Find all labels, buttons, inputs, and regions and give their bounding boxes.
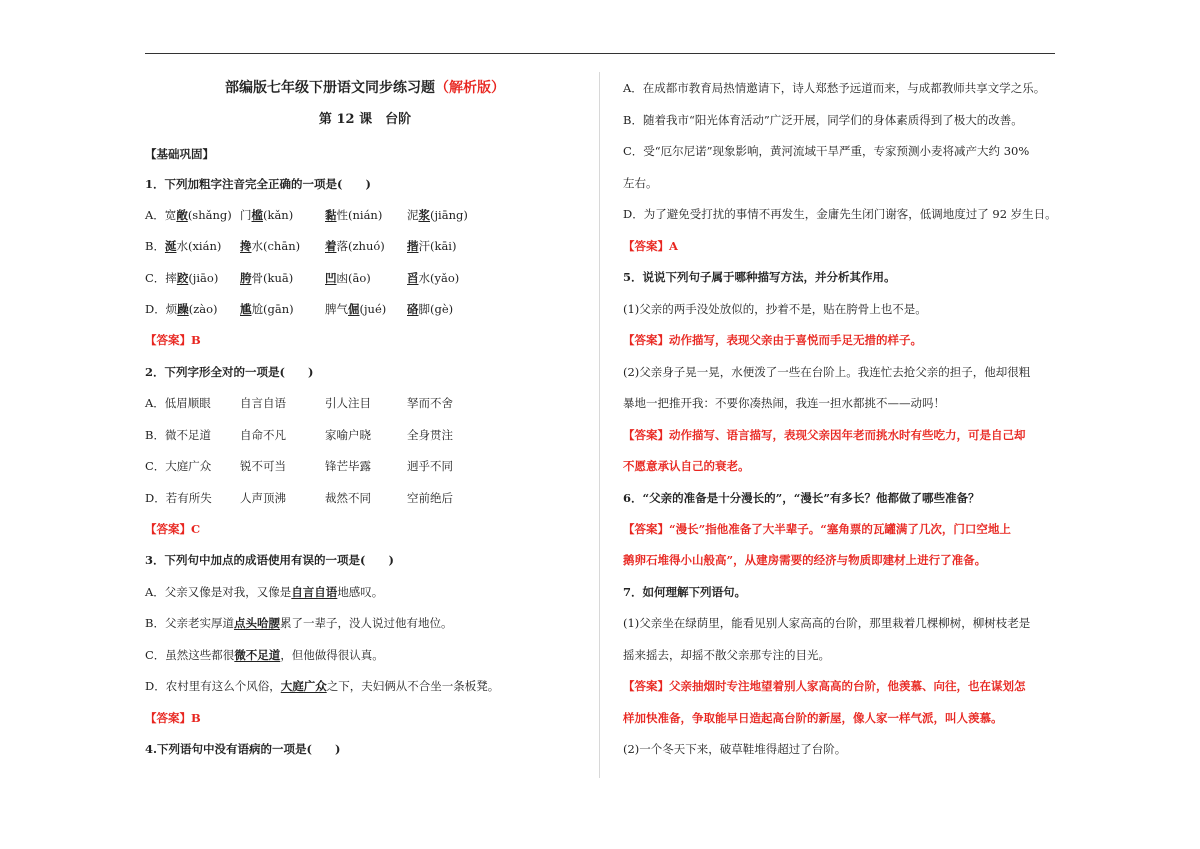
pinyin-text: 落(zhuó) [336, 239, 385, 253]
q7-stem: 7．如何理解下列语句。 [623, 585, 747, 599]
emphasized-char: 胯 [240, 271, 252, 285]
option-text: D．烦 [145, 302, 178, 316]
pinyin-text: 性(nián) [336, 208, 383, 222]
emphasized-idiom: 大庭广众 [280, 679, 327, 693]
emphasized-char: 浆 [418, 208, 430, 222]
q6-answer-line1: 【答案】“漫长”指他准备了大半辈子。“塞角票的瓦罐满了几次，门口空地上 [623, 522, 1011, 536]
pinyin-text: (jiāo) [188, 271, 219, 285]
pinyin-text: (jiāng) [430, 208, 468, 222]
emphasized-char: 黏 [325, 208, 337, 222]
q1-option-c-3 [325, 270, 371, 286]
q3-stem: 3．下列句中加点的成语使用有误的一项是( ) [145, 553, 394, 567]
q5-answer2-line2: 不愿意承认自己的衰老。 [623, 459, 750, 473]
option-text: C．虽然这些都很 [145, 648, 235, 662]
title-tag: （解析版） [435, 80, 505, 96]
emphasized-char: 硌 [407, 302, 419, 316]
column-divider [599, 72, 600, 778]
q2-option-b-4: 全身贯注 [407, 428, 453, 442]
q4-option-d: D．为了避免受打扰的事情不再发生，金庸先生闭门谢客，低调地度过了 92 岁生日。 [623, 207, 1057, 221]
q3-answer: 【答案】B [145, 711, 201, 725]
option-text: A．宽 [145, 208, 177, 222]
emphasized-idiom: 自言自语 [291, 585, 338, 599]
top-rule [145, 53, 1055, 54]
pinyin-text: 凼(āo) [336, 271, 371, 285]
q1-option-b-1 [145, 238, 221, 254]
pinyin-text: 水(yǎo) [418, 271, 460, 285]
q3-option-d [145, 678, 499, 694]
emphasized-char: 敞 [176, 208, 188, 222]
q1-stem: 1．下列加粗字注音完全正确的一项是( ) [145, 177, 371, 191]
q2-option-d-1: D．若有所失 [145, 491, 212, 505]
emphasized-char: 涎 [164, 239, 177, 253]
q2-option-b-3: 家喻户晓 [325, 428, 371, 442]
emphasized-char: 槛 [251, 208, 263, 222]
q1-option-b-2 [240, 238, 300, 254]
q2-option-d-2: 人声顶沸 [240, 491, 286, 505]
q7-answer1-line2: 样加快准备，争取能早日造起高台阶的新屋，像人家一样气派，叫人羡慕。 [623, 711, 1003, 725]
option-text: 泥 [407, 208, 419, 222]
emphasized-char: 凹 [325, 271, 337, 285]
q1-answer: 【答案】B [145, 333, 201, 347]
emphasized-char: 躁 [177, 302, 189, 316]
q2-option-c-4: 迥乎不同 [407, 459, 453, 473]
emphasized-idiom: 微不足道 [234, 648, 281, 662]
pinyin-text: 水(xián) [176, 239, 222, 253]
q2-option-b-2: 自命不凡 [240, 428, 286, 442]
q1-option-a-2 [240, 207, 293, 223]
q7-part1-line1: (1)父亲坐在绿荫里，能看见别人家高高的台阶，那里栽着几棵柳树，柳树枝老是 [623, 616, 1031, 630]
option-text: ，但他做得很认真。 [280, 648, 384, 662]
q5-part2-line2: 暴地一把推开我：不要你凑热闹，我连一担水都挑不——动吗！ [623, 396, 945, 410]
q1-option-c-2 [240, 270, 293, 286]
q2-option-c-1: C．大庭广众 [145, 459, 212, 473]
option-text: 脾气 [325, 302, 348, 316]
q5-answer2-line1: 【答案】动作描写、语言描写，表现父亲因年老而挑水时有些吃力，可是自己却 [623, 428, 1026, 442]
page-title [145, 80, 585, 96]
q5-stem: 5．说说下列句子属于哪种描写方法，并分析其作用。 [623, 270, 896, 284]
q2-option-c-2: 锐不可当 [240, 459, 286, 473]
q1-option-a-1 [145, 207, 232, 223]
emphasized-char: 搀 [240, 239, 252, 253]
q1-option-a-3 [325, 207, 382, 223]
pinyin-text: 脚(gè) [418, 302, 454, 316]
q1-option-d-3 [325, 301, 386, 317]
pinyin-text: 骨(kuā) [251, 271, 294, 285]
q2-stem: 2．下列字形全对的一项是( ) [145, 365, 314, 379]
q3-option-a [145, 584, 383, 600]
q4-option-a: A．在成都市教育局热情邀请下，诗人郑愁予远道而来，与成都教师共享文学之乐。 [623, 81, 1046, 95]
emphasized-char: 着 [325, 239, 337, 253]
pinyin-text: (zào) [188, 302, 218, 316]
q2-option-d-4: 空前绝后 [407, 491, 453, 505]
pinyin-text: (kǎn) [263, 208, 294, 222]
q2-option-d-3: 裁然不同 [325, 491, 371, 505]
q7-part1-line2: 摇来摇去，却摇不散父亲那专注的目光。 [623, 648, 830, 662]
option-text: D．农村里有这么个风俗， [145, 679, 281, 693]
emphasized-char: 跤 [176, 271, 189, 285]
option-text: 门 [240, 208, 252, 222]
q2-option-a-4: 孥而不舍 [407, 396, 453, 410]
q3-option-c [145, 647, 384, 663]
q2-option-c-3: 锋芒毕露 [325, 459, 371, 473]
q4-option-c-cont: 左右。 [623, 176, 658, 190]
q2-answer: 【答案】C [145, 522, 201, 536]
q4-option-c: C．受“厄尔尼诺”现象影响，黄河流域干旱严重，专家预测小麦将减产大约 30% [623, 144, 1030, 158]
option-text: A．父亲又像是对我，又像是 [145, 585, 292, 599]
q1-option-d-4 [407, 301, 453, 317]
lesson-subtitle: 第 12 课 台阶 [318, 112, 412, 127]
option-text: C．摔 [145, 271, 177, 285]
section-heading: 【基础巩固】 [145, 147, 214, 161]
emphasized-char: 倔 [348, 302, 360, 316]
option-text: 地感叹。 [337, 585, 384, 599]
q1-option-c-4 [407, 270, 459, 286]
option-text: B． [145, 239, 165, 253]
q1-option-d-2 [240, 301, 294, 317]
pinyin-text: 汗(kāi) [418, 239, 457, 253]
q4-answer: 【答案】A [623, 239, 678, 253]
q1-option-b-4 [407, 238, 456, 254]
q6-answer-line2: 鹅卵石堆得小山般高”，从建房需要的经济与物质即建材上进行了准备。 [623, 553, 987, 567]
q6-stem: 6．“父亲的准备是十分漫长的”，“漫长”有多长？他都做了哪些准备？ [623, 491, 980, 505]
pinyin-text: (shǎng) [187, 208, 232, 222]
q5-answer1: 【答案】动作描写，表现父亲由于喜悦而手足无措的样子。 [623, 333, 922, 347]
option-text: 累了一辈子，没人说过他有地位。 [279, 616, 453, 630]
emphasized-char: 尴 [240, 302, 252, 316]
q2-option-a-3: 引人注目 [325, 396, 371, 410]
q4-option-b: B．随着我市“阳光体育活动”广泛开展，同学们的身体素质得到了极大的改善。 [623, 113, 1023, 127]
q7-part2: (2)一个冬天下来，破草鞋堆得超过了台阶。 [623, 742, 847, 756]
q1-option-d-1 [145, 301, 218, 317]
pinyin-text: 尬(gān) [251, 302, 294, 316]
pinyin-text: 水(chān) [251, 239, 301, 253]
emphasized-idiom: 点头哈腰 [233, 616, 280, 630]
option-text: 之下，夫妇俩从不合坐一条板凳。 [326, 679, 500, 693]
q5-part2-line1: (2)父亲身子晃一晃，水便泼了一些在台阶上。我连忙去抢父亲的担子，他却很粗 [623, 365, 1031, 379]
q2-option-a-1: A．低眉顺眼 [145, 396, 211, 410]
q2-option-b-1: B．微不足道 [145, 428, 211, 442]
title-text: 部编版七年级下册语文同步练习题 [225, 80, 435, 96]
q7-answer1-line1: 【答案】父亲抽烟时专注地望着别人家高高的台阶，他羡慕、向往，也在谋划怎 [623, 679, 1026, 693]
q1-option-c-1 [145, 270, 218, 286]
q4-stem: 4.下列语句中没有语病的一项是( ) [145, 742, 341, 756]
emphasized-char: 舀 [407, 271, 419, 285]
q2-option-a-2: 自言自语 [240, 396, 286, 410]
pinyin-text: (jué) [359, 302, 387, 316]
q5-part1: (1)父亲的两手没处放似的，抄着不是，贴在胯骨上也不是。 [623, 302, 927, 316]
option-text: B．父亲老实厚道 [145, 616, 234, 630]
q1-option-a-4 [407, 207, 468, 223]
q3-option-b [145, 615, 452, 631]
q1-option-b-3 [325, 238, 385, 254]
emphasized-char: 揩 [407, 239, 419, 253]
